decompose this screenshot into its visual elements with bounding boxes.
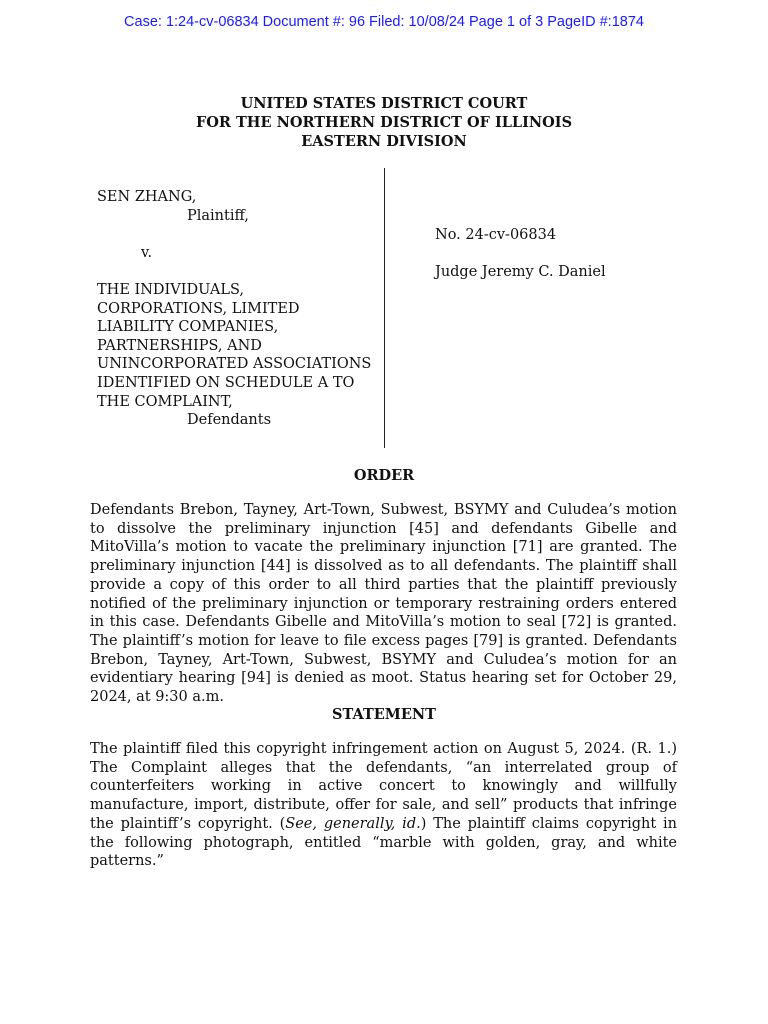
versus-label: v. xyxy=(141,244,153,261)
case-number: No. 24-cv-06834 xyxy=(435,227,557,243)
plaintiff-name: SEN ZHANG, xyxy=(97,189,197,205)
plaintiff-label: Plaintiff, xyxy=(187,207,249,224)
statement-text: ) The plaintiff claims copyright in the following photograph, entitled “marble with golden, gray, and white patterns.” xyxy=(90,815,677,870)
court-title-line: FOR THE NORTHERN DISTRICT OF ILLINOIS xyxy=(195,114,573,131)
defendant-line: UNINCORPORATED ASSOCIATIONS xyxy=(97,356,372,373)
case-header-stamp: Case: 1:24-cv-06834 Document #: 96 Filed: 10/08/24 Page 1 of 3 PageID #:1874 xyxy=(124,14,644,30)
defendant-line: THE INDIVIDUALS, xyxy=(97,281,245,298)
judge-name: Judge Jeremy C. Daniel xyxy=(435,264,606,281)
statement-citation: See, generally, id. xyxy=(285,815,421,832)
court-title-line: UNITED STATES DISTRICT COURT xyxy=(240,95,528,112)
defendant-line: THE COMPLAINT, xyxy=(97,393,233,410)
defendant-line: CORPORATIONS, LIMITED xyxy=(97,300,300,317)
defendant-line: PARTNERSHIPS, AND xyxy=(97,337,262,354)
statement-body xyxy=(90,740,677,871)
case-caption-parties xyxy=(97,188,382,430)
court-title-line: EASTERN DIVISION xyxy=(301,133,467,150)
order-body: Defendants Brebon, Tayney, Art-Town, Subwest, BSYMY and Culudea’s motion to dissolve the preliminary injunction [45] and defendants Gibelle and MitoVilla’s motion to vacate the preliminary injunction [71] are granted. The preliminary injunction [44] is dissolved as to all defendants. The plaintiff shall provide a copy of this order to all third parties that the plaintiff previously notified of the preliminary injunction or temporary restraining orders entered in this case. Defendants Gibelle and MitoVilla’s motion to seal [72] is granted. The plaintiff’s motion for leave to file excess pages [79] is granted. Defendants Brebon, Tayney, Art-Town, Subwest, BSYMY and Culudea’s motion for an evidentiary hearing [94] is denied as moot. Status hearing set for October 29, 2024, at 9:30 a.m. xyxy=(90,502,677,706)
court-title xyxy=(0,94,768,151)
defendant-label: Defendants xyxy=(187,412,272,429)
case-caption-info xyxy=(435,226,606,282)
defendant-line: LIABILITY COMPANIES, xyxy=(97,319,279,336)
order-heading: ORDER xyxy=(353,467,415,484)
statement-heading: STATEMENT xyxy=(332,706,436,723)
caption-divider xyxy=(384,168,385,448)
defendant-line: IDENTIFIED ON SCHEDULE A TO xyxy=(97,374,355,391)
statement-text: The plaintiff filed this copyright infringement action on August 5, 2024. (R. 1.) The Complaint alleges that the defendants, “an interrelated group of counterfeiters working in active concert to knowingly and willfully manufacture, import, distribute, offer for sale, and sell” products that infringe the plaintiff’s copyright. ( xyxy=(90,741,677,832)
